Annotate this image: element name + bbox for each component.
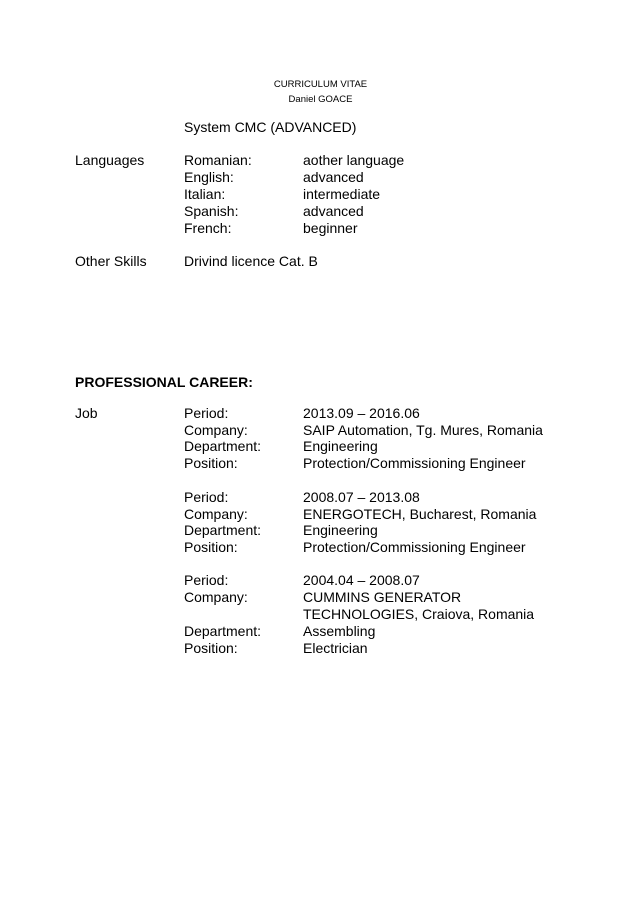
period-label: Period: [184,405,229,421]
document-title: CURRICULUM VITAE [273,79,368,90]
language-name: Romanian: [184,152,252,168]
department-label: Department: [184,438,262,454]
department-value: Engineering [303,438,378,454]
language-level: advanced [303,203,364,219]
language-level: advanced [303,169,364,185]
company-label: Company: [184,589,248,605]
position-label: Position: [184,455,238,471]
job-label: Job [75,405,98,421]
language-name: Spanish: [184,203,239,219]
department-value: Assembling [303,623,376,639]
department-label: Department: [184,522,262,538]
other-skills-value: Drivind licence Cat. B [184,253,318,269]
company-value: ENERGOTECH, Bucharest, Romania [303,506,537,522]
period-value: 2013.09 – 2016.06 [303,405,420,421]
period-label: Period: [184,572,229,588]
company-value-continued: TECHNOLOGIES, Craiova, Romania [303,606,535,622]
language-name: English: [184,169,234,185]
company-value: SAIP Automation, Tg. Mures, Romania [303,422,543,438]
period-value: 2008.07 – 2013.08 [303,489,420,505]
company-label: Company: [184,422,248,438]
document-header [0,77,638,107]
language-level: intermediate [303,186,381,202]
department-label: Department: [184,623,262,639]
company-value: CUMMINS GENERATOR [303,589,462,605]
position-label: Position: [184,640,238,656]
language-name: Italian: [184,186,226,202]
other-skills-label: Other Skills [75,253,147,269]
department-value: Engineering [303,522,378,538]
position-value: Protection/Commissioning Engineer [303,539,526,555]
position-value: Electrician [303,640,368,656]
candidate-name: Daniel GOACE [288,94,353,105]
system-skill: System CMC (ADVANCED) [184,119,357,135]
company-label: Company: [184,506,248,522]
career-heading: PROFESSIONAL CAREER: [75,374,253,390]
period-value: 2004.04 – 2008.07 [303,572,420,588]
languages-label: Languages [75,152,145,168]
language-level: beginner [303,220,358,236]
position-value: Protection/Commissioning Engineer [303,455,526,471]
position-label: Position: [184,539,238,555]
language-name: French: [184,220,232,236]
period-label: Period: [184,489,229,505]
language-level: aother language [303,152,405,168]
